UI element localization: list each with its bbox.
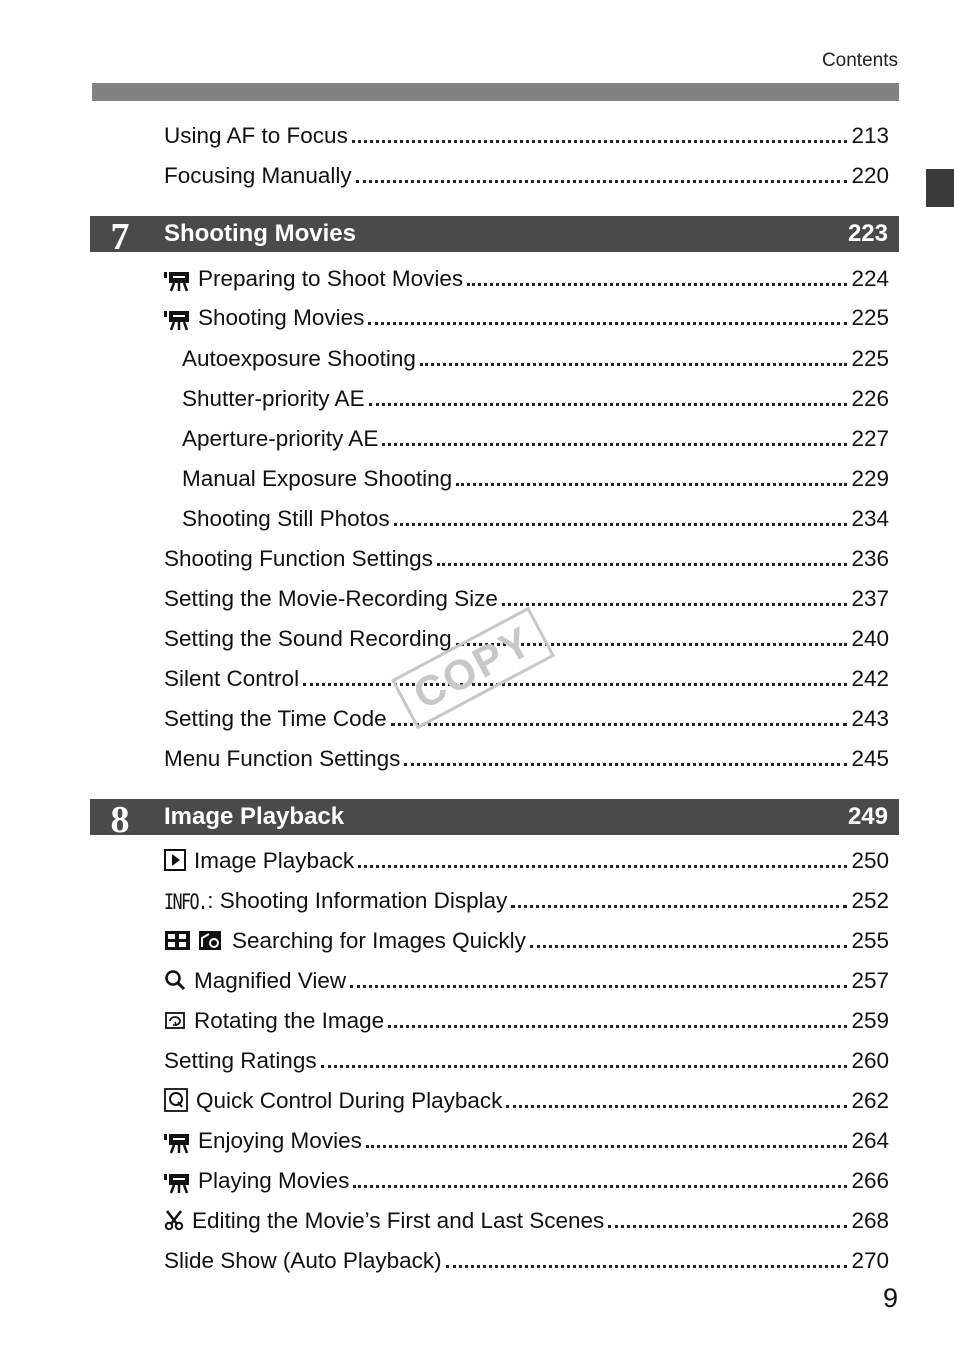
toc-entry-label: Shooting Still Photos: [182, 506, 390, 531]
toc-entry[interactable]: [164, 1084, 889, 1114]
toc-entry-page: 266: [851, 1168, 889, 1193]
toc-entry-page: 236: [851, 546, 889, 571]
toc-entry-label: Setting Ratings: [164, 1048, 317, 1073]
magnify-icon: [164, 969, 186, 991]
toc-entry[interactable]: [164, 1244, 889, 1274]
running-header: Contents: [821, 50, 898, 71]
toc-entry[interactable]: [164, 262, 889, 292]
dot-leader: [303, 683, 847, 686]
toc-entry-label: Quick Control During Playback: [196, 1088, 503, 1113]
toc-entry-label: Autoexposure Shooting: [182, 346, 416, 371]
header-rule: [92, 83, 899, 101]
toc-entry[interactable]: [164, 1004, 889, 1034]
page-number: 9: [882, 1283, 898, 1313]
dot-leader: [511, 905, 847, 908]
toc-entry-page: 260: [851, 1048, 889, 1073]
dot-leader: [382, 443, 847, 446]
toc-entry-label: Playing Movies: [198, 1168, 350, 1193]
toc-entry-label: Silent Control: [164, 666, 300, 691]
toc-subentry[interactable]: [182, 382, 889, 412]
toc-entry-page: 229: [851, 466, 889, 491]
toc-entry-page: 262: [851, 1088, 889, 1113]
toc-entry-page: 224: [851, 266, 889, 291]
toc-entry-page: 234: [851, 506, 889, 531]
toc-entry-label: Enjoying Movies: [198, 1128, 362, 1153]
toc-entry-label: Setting the Time Code: [164, 706, 387, 731]
chapter-title: Shooting Movies: [164, 220, 356, 247]
toc-entry-page: 255: [851, 928, 889, 953]
toc-entry-label: : Shooting Information Display: [207, 888, 508, 913]
dot-leader: [388, 1025, 847, 1028]
dot-leader: [352, 140, 848, 143]
toc-entry-page: 220: [851, 163, 889, 188]
toc-subentry[interactable]: [182, 462, 889, 492]
toc-subentry[interactable]: [182, 422, 889, 452]
quick-control-icon: [164, 1088, 188, 1112]
copy-watermark: COPY: [391, 607, 555, 730]
toc-entry-page: 245: [851, 746, 889, 771]
toc-entry-label: Setting the Sound Recording: [164, 626, 452, 651]
toc-entry-label: Using AF to Focus: [164, 123, 348, 148]
dot-leader: [368, 322, 847, 325]
toc-entry[interactable]: [164, 1124, 889, 1154]
dot-leader: [467, 283, 847, 286]
dot-leader: [394, 523, 848, 526]
toc-entry-label: Shutter-priority AE: [182, 386, 365, 411]
movie-icon: [164, 309, 190, 331]
toc-entry-page: 252: [851, 888, 889, 913]
movie-icon: [164, 1172, 190, 1194]
dot-leader: [530, 945, 848, 948]
toc-entry[interactable]: [164, 301, 889, 331]
dot-leader: [456, 483, 847, 486]
dot-leader: [369, 403, 848, 406]
toc-entry-page: 257: [851, 968, 889, 993]
toc-entry-label: Searching for Images Quickly: [232, 928, 526, 953]
toc-entry[interactable]: [164, 159, 889, 189]
toc-subentry[interactable]: [182, 342, 889, 372]
toc-entry[interactable]: [164, 742, 889, 772]
info-icon: INFO.: [164, 890, 207, 914]
dot-leader: [608, 1225, 847, 1228]
toc-entry-page: 213: [851, 123, 889, 148]
toc-entry-label: Image Playback: [194, 848, 355, 873]
toc-entry-label: Slide Show (Auto Playback): [164, 1248, 442, 1273]
toc-entry[interactable]: [164, 964, 889, 994]
dot-leader: [446, 1265, 848, 1268]
toc-entry-page: 240: [851, 626, 889, 651]
toc-entry-page: 227: [851, 426, 889, 451]
toc-entry[interactable]: [164, 542, 889, 572]
movie-icon: [164, 270, 190, 292]
toc-entry[interactable]: [164, 844, 889, 874]
toc-entry-label: Focusing Manually: [164, 163, 352, 188]
toc-entry[interactable]: [164, 884, 889, 914]
dot-leader: [391, 723, 848, 726]
dot-leader: [350, 985, 847, 988]
dot-leader: [321, 1065, 848, 1068]
dot-leader: [353, 1185, 847, 1188]
dot-leader: [366, 1145, 848, 1148]
toc-entry-page: 237: [851, 586, 889, 611]
chapter-header-7[interactable]: [90, 216, 899, 258]
toc-entry-label: Preparing to Shoot Movies: [198, 266, 464, 291]
toc-entry-page: 259: [851, 1008, 889, 1033]
toc-entry-label: Magnified View: [194, 968, 347, 993]
dot-leader: [404, 763, 847, 766]
dot-leader: [502, 603, 848, 606]
chapter-header-8[interactable]: [90, 799, 899, 841]
toc-entry-label: Aperture-priority AE: [182, 426, 379, 451]
toc-entry-label: Editing the Movie’s First and Last Scenes: [192, 1208, 605, 1233]
dot-leader: [506, 1105, 847, 1108]
movie-icon: [164, 1132, 190, 1154]
dot-leader: [356, 180, 848, 183]
toc-entry[interactable]: [164, 702, 889, 732]
scissors-icon: [164, 1209, 186, 1231]
chapter-title: Image Playback: [164, 803, 345, 830]
toc-entry-label: Shooting Movies: [198, 305, 365, 330]
dot-leader: [358, 865, 847, 868]
toc-entry-page: 268: [851, 1208, 889, 1233]
toc-entry-page: 264: [851, 1128, 889, 1153]
dot-leader: [420, 363, 848, 366]
chapter-number: 8: [110, 799, 130, 841]
toc-entry-label: Menu Function Settings: [164, 746, 401, 771]
toc-entry-label: Manual Exposure Shooting: [182, 466, 453, 491]
toc-entry-page: 243: [851, 706, 889, 731]
dot-leader: [437, 563, 848, 566]
toc-entry-page: 250: [851, 848, 889, 873]
toc-entry-page: 225: [851, 305, 889, 330]
toc-entry[interactable]: [164, 1204, 889, 1234]
toc-entry[interactable]: [164, 1044, 889, 1074]
toc-entry[interactable]: [164, 119, 889, 149]
toc-entry-page: 270: [851, 1248, 889, 1273]
rotate-icon: [164, 1009, 186, 1031]
toc-entry[interactable]: [164, 924, 889, 954]
toc-subentry[interactable]: [182, 502, 889, 532]
toc-entry-page: 242: [851, 666, 889, 691]
toc-entry-label: Rotating the Image: [194, 1008, 385, 1033]
toc-entry-page: 226: [851, 386, 889, 411]
chapter-page: 223: [847, 220, 888, 247]
toc-entry[interactable]: [164, 1164, 889, 1194]
toc-entry-label: Setting the Movie-Recording Size: [164, 586, 498, 611]
toc-entry-page: 225: [851, 346, 889, 371]
chapter-page: 249: [847, 803, 888, 830]
toc-entry-label: Shooting Function Settings: [164, 546, 433, 571]
index-jump-icon: [164, 929, 226, 951]
chapter-number: 7: [110, 216, 130, 258]
chapter-thumb-tab: [926, 169, 954, 207]
playback-icon: [164, 849, 186, 871]
